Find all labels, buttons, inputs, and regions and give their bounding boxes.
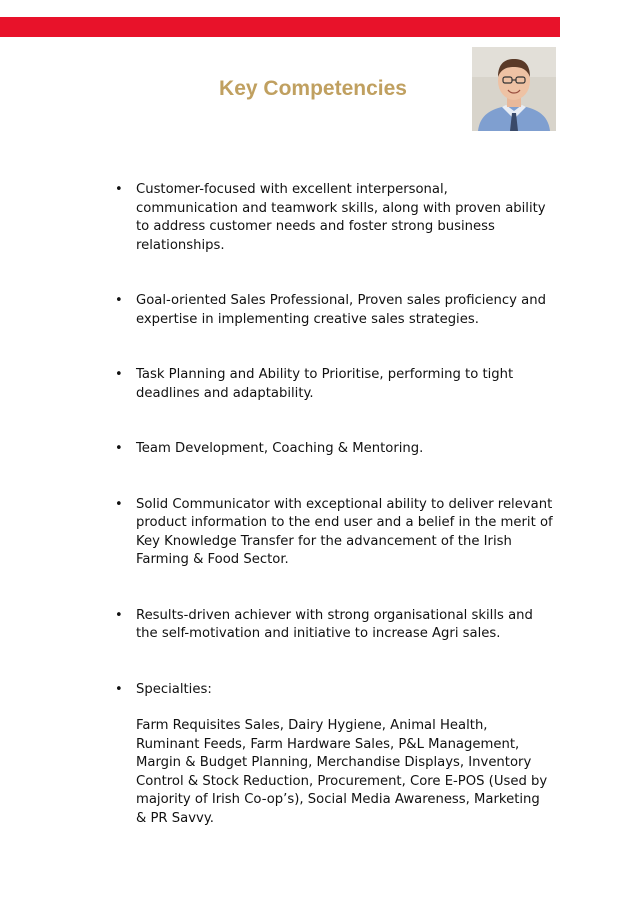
profile-photo-icon bbox=[472, 47, 556, 131]
specialties-text: Farm Requisites Sales, Dairy Hygiene, Animal Health, Ruminant Feeds, Farm Hardware Sales, P&L Management, Margin & Budget Planning, Merchandise Displays, Inventory Control & Stock Reduction, Procurement, Core E-POS (Used by majority of Irish Co-op’s), Social Media Awareness, Marketing & PR Savvy. bbox=[136, 718, 548, 826]
competencies-list bbox=[114, 181, 554, 828]
bullet-icon: • bbox=[115, 496, 123, 512]
bullet-icon: • bbox=[115, 367, 123, 382]
bullet-icon: • bbox=[115, 607, 123, 623]
profile-photo bbox=[472, 47, 556, 131]
list-item bbox=[114, 292, 554, 329]
page-title: Key Competencies bbox=[219, 77, 407, 100]
list-item bbox=[114, 366, 554, 403]
list-item bbox=[114, 440, 554, 459]
bullet-icon: • bbox=[115, 681, 123, 697]
list-item bbox=[114, 496, 554, 570]
competency-text: Solid Communicator with exceptional ability to deliver relevant product information to the end user and a belief in the merit of Key Knowledge Transfer for the advancement of the Irish Farming & Food Sector. bbox=[136, 496, 553, 567]
competency-text: Results-driven achiever with strong organisational skills and the self-motivation and initiative to increase Agri sales. bbox=[136, 607, 533, 641]
bullet-icon: • bbox=[115, 293, 123, 308]
specialties-item bbox=[114, 681, 554, 829]
list-item bbox=[114, 181, 554, 255]
specialties-label: Specialties: bbox=[136, 681, 212, 697]
top-accent-bar bbox=[0, 17, 560, 37]
list-item bbox=[114, 607, 554, 644]
competency-text: Customer-focused with excellent interpersonal, communication and teamwork skills, along with proven ability to address customer needs and foster strong business relationships. bbox=[136, 182, 546, 253]
competency-text: Team Development, Coaching & Mentoring. bbox=[136, 441, 424, 456]
bullet-icon: • bbox=[115, 441, 123, 456]
competency-text: Goal-oriented Sales Professional, Proven sales proficiency and expertise in implementing creative sales strategies. bbox=[136, 293, 546, 327]
bullet-icon: • bbox=[115, 182, 123, 197]
competency-text: Task Planning and Ability to Prioritise, performing to tight deadlines and adaptability. bbox=[136, 367, 514, 401]
